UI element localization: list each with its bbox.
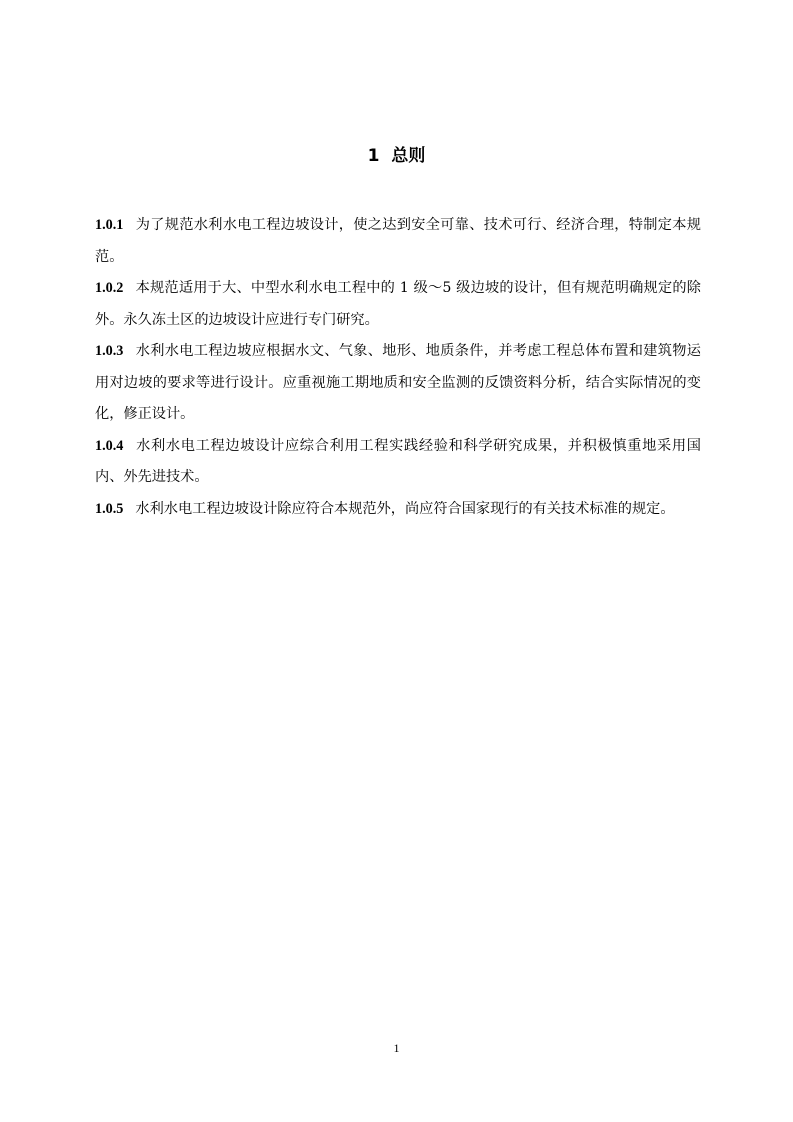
clause-text: 为了规范水利水电工程边坡设计，使之达到安全可靠、技术可行、经济合理，特制定本规范。	[95, 217, 701, 265]
clause-1-0-4	[95, 431, 701, 494]
clause-1-0-2	[95, 273, 701, 336]
clause-number: 1.0.5	[95, 500, 124, 517]
clause-number: 1.0.3	[95, 343, 124, 359]
page-number: 1	[393, 1041, 400, 1055]
clause-number: 1.0.4	[95, 437, 124, 454]
chapter-title: 1 总则	[367, 146, 426, 166]
clause-text: 水利水电工程边坡设计应综合利用工程实践经验和科学研究成果，并积极慎重地采用国内、外先进技术。	[95, 437, 701, 485]
clause-list	[95, 210, 701, 525]
clause-text: 水利水电工程边坡应根据水文、气象、地形、地质条件，并考虑工程总体布置和建筑物运用对边坡的要求等进行设计。应重视施工期地质和安全监测的反馈资料分析，结合实际情况的变化，修正设计。	[95, 343, 701, 422]
clause-1-0-5	[95, 494, 701, 526]
clause-number: 1.0.2	[95, 280, 124, 296]
clause-1-0-3	[95, 336, 701, 431]
clause-text: 本规范适用于大、中型水利水电工程中的 1 级～5 级边坡的设计，但有规范明确规定的除外。永久冻土区的边坡设计应进行专门研究。	[95, 280, 701, 328]
clause-text: 水利水电工程边坡设计除应符合本规范外，尚应符合国家现行的有关技术标准的规定。	[135, 500, 675, 517]
clause-number: 1.0.1	[95, 217, 124, 233]
clause-1-0-1	[95, 210, 701, 273]
